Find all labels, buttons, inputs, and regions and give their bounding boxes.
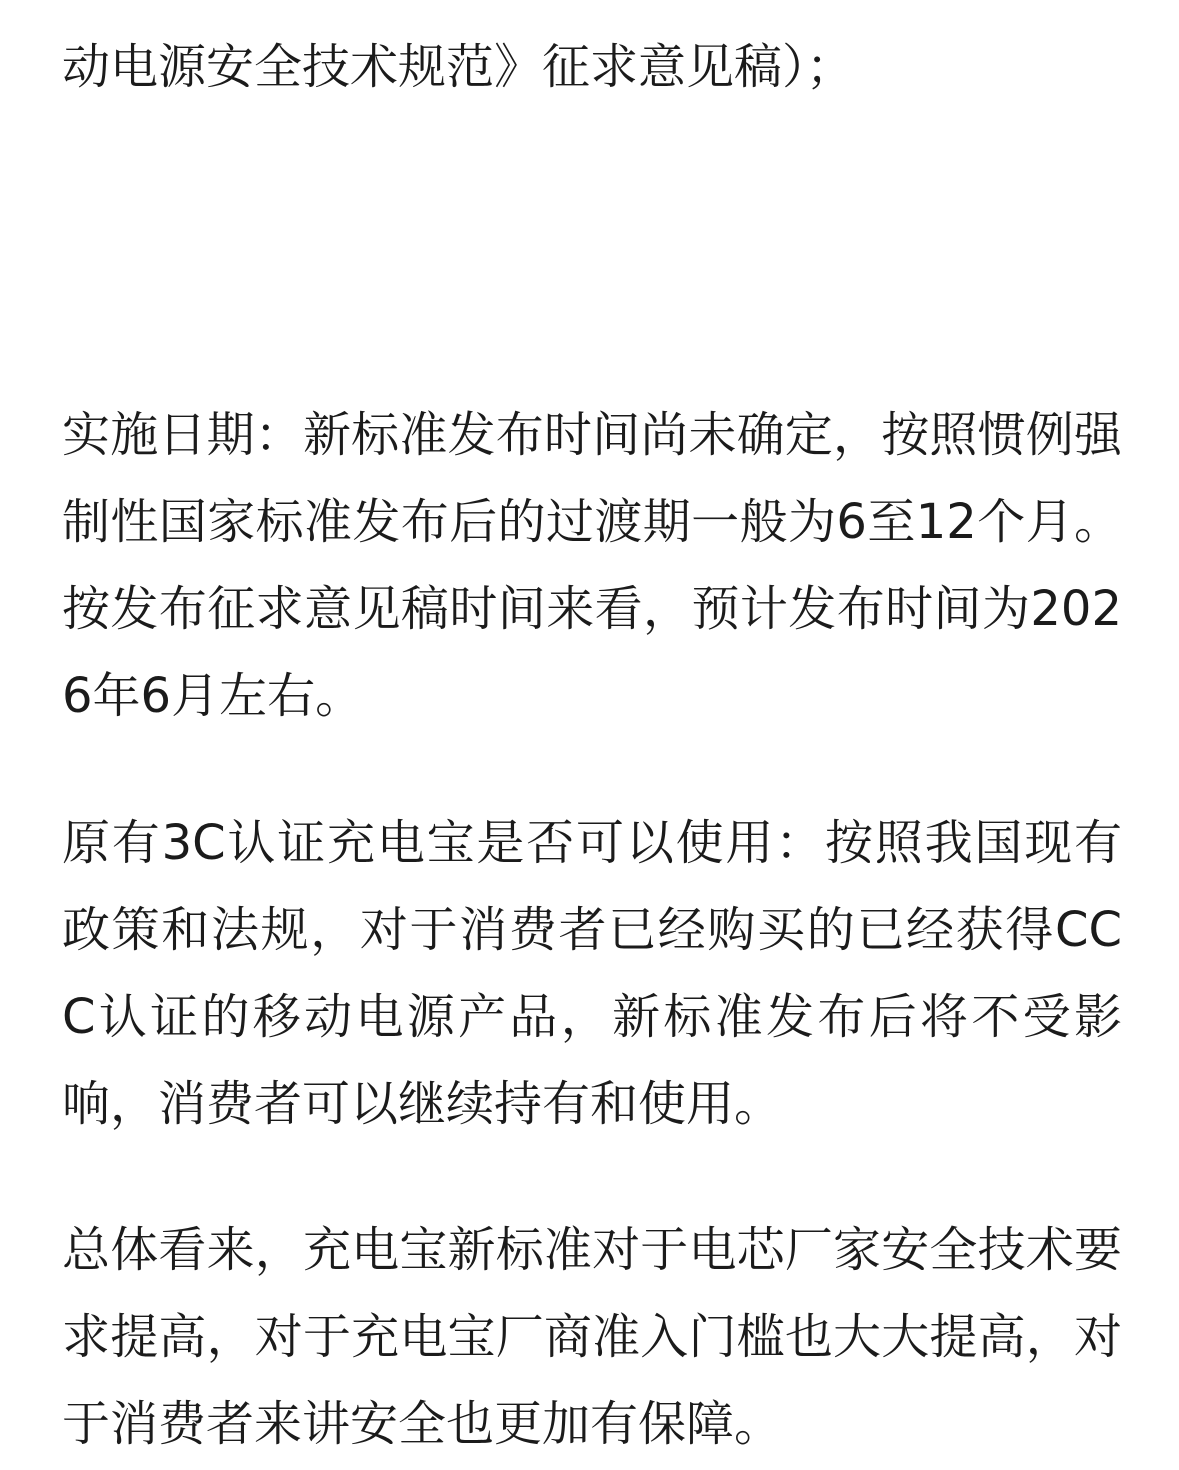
paragraph-implementation-date: 实施日期：新标准发布时间尚未确定，按照惯例强制性国家标准发布后的过渡期一般为6至12个月。按发布征求意见稿时间来看，预计发布时间为2026年6月左右。: [62, 407, 1122, 724]
paragraph-existing-3c-powerbank: 原有3C认证充电宝是否可以使用：按照我国现有政策和法规，对于消费者已经购买的已经获得CCC认证的移动电源产品，新标准发布后将不受影响，消费者可以继续持有和使用。: [62, 815, 1122, 1132]
paragraph-summary: 总体看来，充电宝新标准对于电芯厂家安全技术要求提高，对于充电宝厂商准入门槛也大大提高，对于消费者来讲安全也更加有保障。: [62, 1222, 1122, 1452]
paragraph-standard-title-tail: 动电源安全技术规范》征求意见稿）；: [62, 39, 855, 95]
